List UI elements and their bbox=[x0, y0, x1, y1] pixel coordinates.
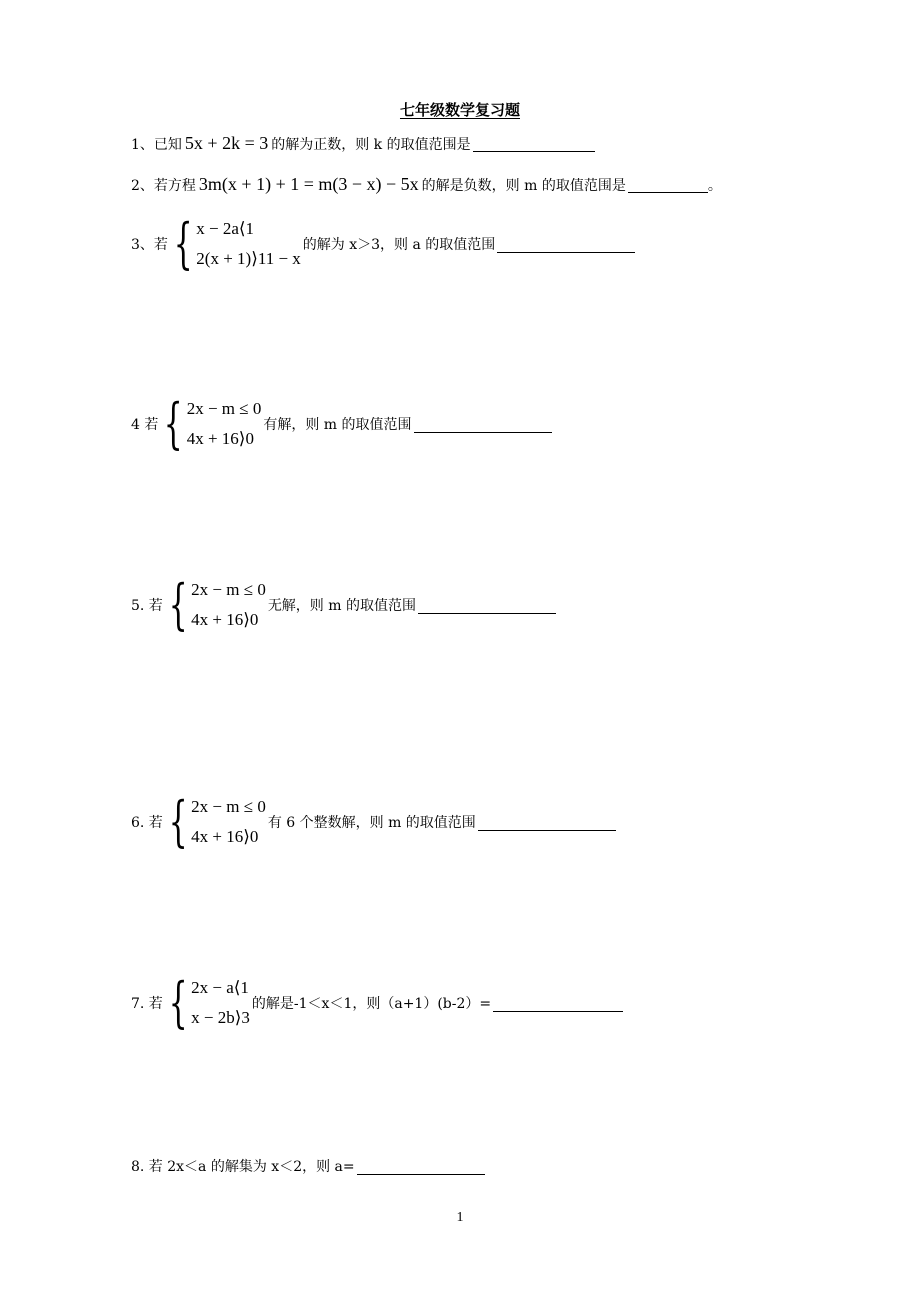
question-1 bbox=[131, 133, 595, 154]
system-row-2: x − 2b⟩3 bbox=[191, 1008, 250, 1027]
system-row-1: 2x − m ≤ 0 bbox=[186, 399, 262, 418]
left-brace-icon: { bbox=[164, 392, 183, 455]
question-2-end: 。 bbox=[707, 177, 722, 194]
question-4 bbox=[131, 392, 552, 455]
system-row-1: 2x − m ≤ 0 bbox=[191, 580, 266, 599]
answer-blank-2[interactable] bbox=[628, 176, 708, 193]
question-6-prefix: 6. 若 bbox=[131, 815, 163, 831]
question-1-prefix: 1、已知 bbox=[131, 136, 182, 153]
left-brace-icon: { bbox=[168, 971, 188, 1034]
question-3-text: 的解为 x＞3，则 a 的取值范围 bbox=[302, 237, 496, 253]
question-3 bbox=[131, 212, 635, 275]
left-brace-icon: { bbox=[168, 573, 188, 636]
question-6 bbox=[131, 790, 616, 853]
answer-blank-4[interactable] bbox=[414, 416, 552, 433]
question-2 bbox=[131, 174, 722, 195]
page-number: 1 bbox=[456, 1210, 464, 1225]
answer-blank-5[interactable] bbox=[418, 597, 556, 614]
question-6-system bbox=[165, 790, 266, 853]
system-row-1: x − 2a⟨1 bbox=[196, 219, 255, 238]
page-title: 七年级数学复习题 bbox=[399, 101, 520, 119]
system-row-2: 4x + 16⟩0 bbox=[191, 610, 259, 629]
answer-blank-3[interactable] bbox=[497, 236, 635, 253]
question-2-equation: 3m(x + 1) + 1 = m(3 − x) − 5x bbox=[198, 174, 419, 194]
question-5 bbox=[131, 573, 556, 636]
answer-blank-1[interactable] bbox=[473, 135, 595, 152]
answer-blank-7[interactable] bbox=[493, 995, 623, 1012]
question-6-text: 有 6 个整数解，则 m 的取值范围 bbox=[267, 815, 476, 831]
left-brace-icon: { bbox=[173, 212, 193, 275]
question-4-prefix: 4 若 bbox=[131, 417, 159, 433]
answer-blank-6[interactable] bbox=[478, 814, 616, 831]
question-5-system bbox=[165, 573, 266, 636]
question-7 bbox=[131, 971, 623, 1034]
question-5-text: 无解，则 m 的取值范围 bbox=[267, 598, 416, 614]
system-row-2: 2(x + 1)⟩11 − x bbox=[196, 249, 301, 268]
question-7-text: 的解是-1＜x＜1，则（a+1）(b-2）= bbox=[251, 996, 492, 1012]
question-7-system bbox=[165, 971, 250, 1034]
question-8 bbox=[131, 1156, 485, 1176]
system-row-2: 4x + 16⟩0 bbox=[191, 827, 259, 846]
question-2-text: 的解是负数，则 m 的取值范围是 bbox=[421, 177, 626, 194]
question-3-system bbox=[170, 212, 301, 275]
question-5-prefix: 5. 若 bbox=[131, 598, 163, 614]
question-3-prefix: 3、若 bbox=[131, 237, 168, 253]
question-8-text: 8. 若 2x＜a 的解集为 x＜2，则 a= bbox=[131, 1159, 355, 1175]
left-brace-icon: { bbox=[168, 790, 188, 853]
question-4-system bbox=[160, 392, 262, 455]
question-7-prefix: 7. 若 bbox=[131, 996, 163, 1012]
system-row-1: 2x − a⟨1 bbox=[191, 978, 249, 997]
system-row-1: 2x − m ≤ 0 bbox=[191, 797, 266, 816]
system-row-2: 4x + 16⟩0 bbox=[186, 429, 254, 448]
question-1-equation: 5x + 2k = 3 bbox=[184, 133, 269, 153]
question-4-text: 有解，则 m 的取值范围 bbox=[263, 417, 412, 433]
answer-blank-8[interactable] bbox=[357, 1158, 485, 1175]
question-1-text: 的解为正数，则 k 的取值范围是 bbox=[271, 136, 471, 153]
question-2-prefix: 2、若方程 bbox=[131, 177, 196, 194]
